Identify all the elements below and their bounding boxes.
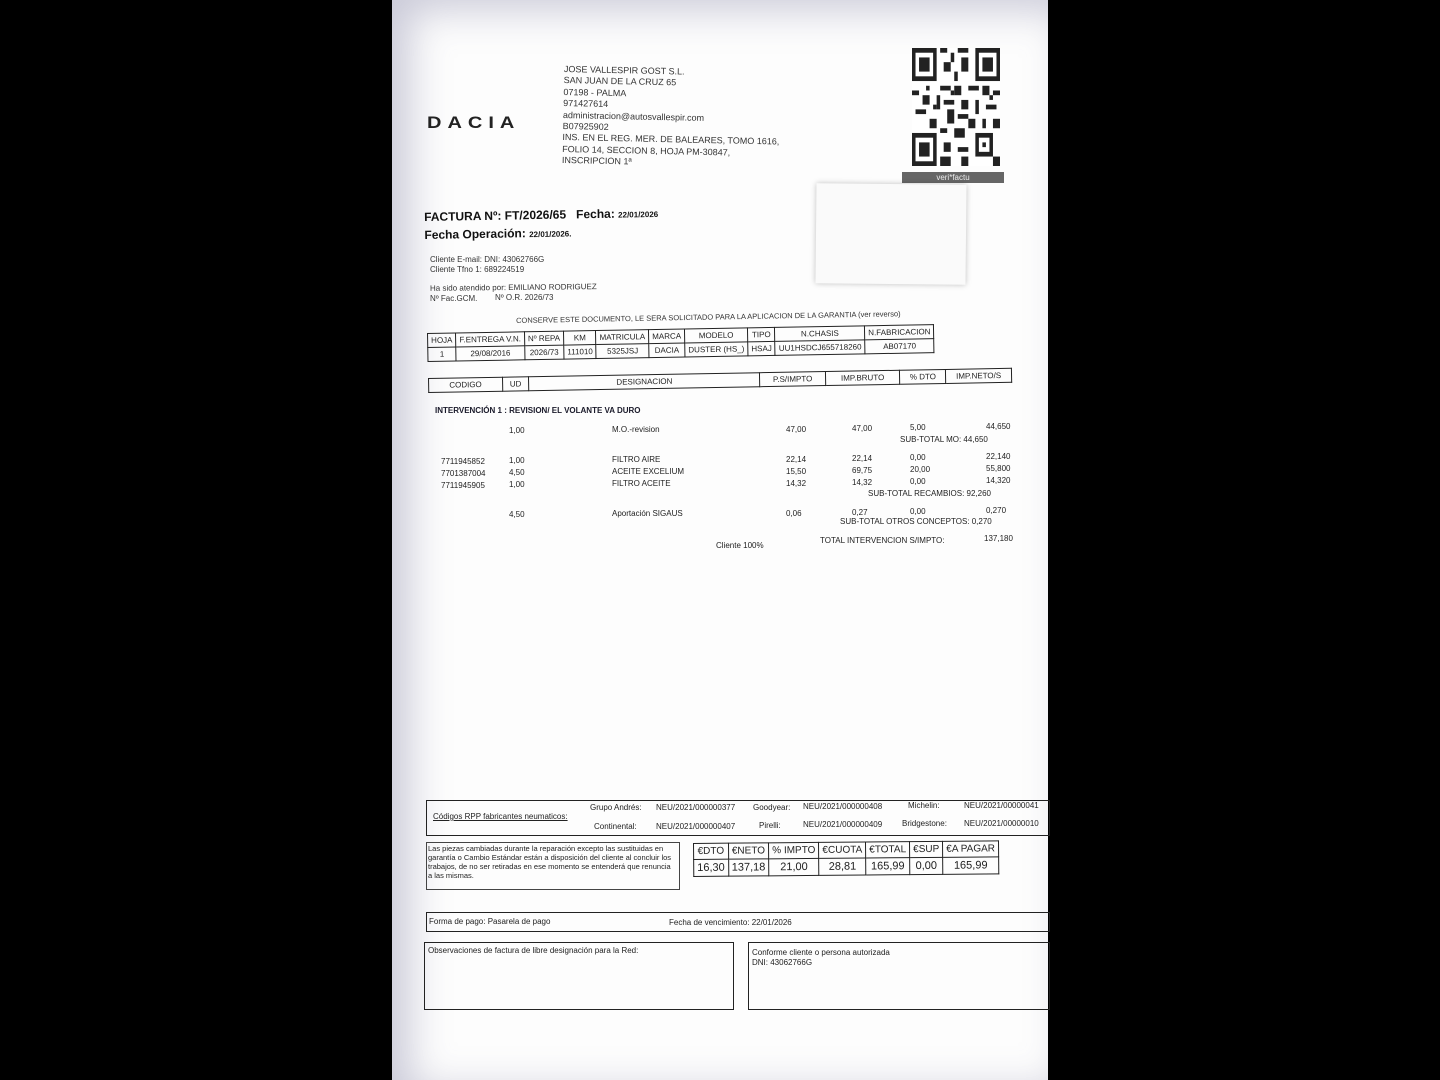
line-net: 22,140 bbox=[986, 452, 1011, 462]
lines-header-cell: P.S/IMPTO bbox=[760, 372, 825, 387]
rpp-code: NEU/2021/000000407 bbox=[656, 822, 736, 831]
lines-header-cell: CODIGO bbox=[429, 377, 503, 392]
address-line: FOLIO 14, SECCION 8, HOJA PM-30847, bbox=[562, 143, 731, 158]
cliente-percentage: Cliente 100% bbox=[716, 541, 764, 550]
line-description: ACEITE EXCELIUM bbox=[612, 467, 685, 477]
line-gross: 0,27 bbox=[852, 507, 868, 517]
address-line: 971427614 bbox=[563, 98, 609, 110]
vehicle-header-cell: TIPO bbox=[747, 327, 775, 341]
totals-value-cell: 21,00 bbox=[769, 858, 819, 875]
line-net: 55,800 bbox=[986, 464, 1011, 474]
totals-value-cell: 0,00 bbox=[910, 857, 943, 874]
line-gross: 22,14 bbox=[852, 453, 873, 463]
parts-notice: Las piezas cambiadas durante la reparación excepto las sustituidas en garantía o Cambio Estándar están a disposición del cliente al concluir los trabajos, de no ser retiradas en ese momento se entenderá que renuncia a las mismas. bbox=[428, 844, 672, 880]
line-description: FILTRO AIRE bbox=[612, 455, 661, 465]
vehicle-value-cell: 5325JSJ bbox=[596, 344, 649, 359]
line-description: Aportación SIGAUS bbox=[612, 509, 683, 519]
vehicle-header-cell: MARCA bbox=[649, 329, 685, 344]
line-units: 1,00 bbox=[509, 456, 525, 466]
payment-method: Forma de pago: Pasarela de pago bbox=[429, 917, 551, 926]
line-discount: 20,00 bbox=[910, 465, 931, 474]
vehicle-value-cell: 111010 bbox=[564, 345, 597, 360]
totals-header-cell: €TOTAL bbox=[866, 842, 910, 858]
line-discount: 0,00 bbox=[910, 507, 926, 516]
line-net: 44,650 bbox=[986, 422, 1011, 432]
vehicle-header-cell: HOJA bbox=[428, 333, 457, 347]
totals-table bbox=[693, 840, 999, 877]
rpp-code: NEU/2021/000000377 bbox=[656, 803, 736, 812]
totals-header-cell: €CUOTA bbox=[819, 842, 866, 858]
vehicle-value-cell: 2026/73 bbox=[525, 345, 564, 360]
verifactu-label: veri*factu bbox=[902, 172, 1004, 183]
line-description: M.O.-revision bbox=[612, 425, 660, 435]
vehicle-value-cell: DUSTER (HS_) bbox=[685, 342, 748, 357]
address-line: 07198 - PALMA bbox=[563, 86, 627, 99]
totals-header-cell: €A PAGAR bbox=[943, 841, 999, 857]
vehicle-header-cell: F.ENTREGA V.N. bbox=[456, 332, 525, 347]
payment-due-date: Fecha de vencimiento: 22/01/2026 bbox=[669, 918, 792, 927]
fac-gcm: Nº Fac.GCM. bbox=[430, 294, 478, 303]
lines-header-cell: % DTO bbox=[900, 369, 946, 384]
rpp-label: Códigos RPP fabricantes neumaticos: bbox=[433, 812, 568, 821]
rpp-item: Goodyear: bbox=[753, 803, 791, 812]
attended-by: Ha sido atendido por: EMILIANO RODRIGUEZ bbox=[429, 282, 597, 293]
dacia-logo: DACIA bbox=[427, 113, 521, 133]
client-phone: Cliente Tfno 1: 689224519 bbox=[430, 265, 525, 274]
line-price: 15,50 bbox=[786, 466, 807, 476]
address-line: JOSE VALLESPIR GOST S.L. bbox=[563, 64, 685, 77]
rpp-code: NEU/2021/00000010 bbox=[964, 819, 1039, 828]
line-discount: 0,00 bbox=[910, 477, 926, 486]
line-code: 7711945905 bbox=[441, 481, 485, 490]
line-units: 4,50 bbox=[509, 510, 525, 520]
company-address bbox=[562, 64, 781, 171]
line-gross: 69,75 bbox=[852, 465, 873, 475]
totals-value-cell: 165,99 bbox=[943, 857, 999, 874]
lines-header-cell: IMP.NETO/S bbox=[946, 368, 1012, 383]
invoice-date-label: Fecha: bbox=[575, 206, 615, 222]
totals-value-cell: 165,99 bbox=[866, 858, 910, 875]
rpp-code: NEU/2021/000000409 bbox=[803, 820, 883, 829]
totals-value-cell: 137,18 bbox=[728, 859, 769, 876]
address-line: INSCRIPCION 1ª bbox=[561, 155, 632, 167]
line-units: 4,50 bbox=[509, 468, 525, 478]
line-price: 22,14 bbox=[786, 454, 807, 464]
subtotal-mo: SUB-TOTAL MO: 44,650 bbox=[900, 435, 988, 444]
rpp-item: Bridgestone: bbox=[902, 819, 947, 828]
vehicle-header-cell: MODELO bbox=[684, 328, 747, 343]
vehicle-value-cell: 29/08/2016 bbox=[456, 346, 525, 361]
warranty-notice: CONSERVE ESTE DOCUMENTO, LE SERA SOLICITADO PARA LA APLICACION DE LA GARANTIA (ver reverso) bbox=[516, 309, 901, 325]
intervention-title: INTERVENCIÓN 1 : REVISION/ EL VOLANTE VA DURO bbox=[435, 406, 641, 415]
totals-header-cell: €DTO bbox=[694, 843, 729, 859]
operation-date: 22/01/2026. bbox=[529, 229, 572, 240]
invoice-number: FACTURA Nº: FT/2026/65 bbox=[424, 207, 567, 224]
line-price: 47,00 bbox=[786, 424, 807, 434]
vehicle-header-cell: N.FABRICACION bbox=[865, 325, 934, 340]
line-net: 14,320 bbox=[986, 476, 1011, 486]
totals-value-cell: 28,81 bbox=[819, 858, 866, 875]
lines-header-cell: UD bbox=[502, 377, 529, 391]
line-price: 0,06 bbox=[786, 508, 802, 518]
line-gross: 14,32 bbox=[852, 477, 873, 487]
operation-date-label: Fecha Operación: bbox=[424, 226, 526, 242]
redacted-area bbox=[815, 183, 966, 285]
vehicle-value-cell: DACIA bbox=[649, 343, 685, 358]
client-email: Cliente E-mail: DNI: 43062766G bbox=[430, 255, 545, 264]
totals-value-cell: 16,30 bbox=[694, 859, 729, 876]
vehicle-header-cell: N.CHASIS bbox=[775, 326, 865, 342]
conforme-label: Conforme cliente o persona autorizada bbox=[752, 948, 890, 957]
vehicle-value-cell: HSAJ bbox=[748, 341, 776, 355]
vehicle-header-cell: MATRICULA bbox=[596, 330, 649, 345]
totals-header-cell: % IMPTO bbox=[769, 842, 819, 858]
address-line: SAN JUAN DE LA CRUZ 65 bbox=[563, 75, 677, 88]
line-discount: 0,00 bbox=[910, 453, 926, 462]
totals-header-cell: €NETO bbox=[728, 843, 769, 859]
rpp-item: Grupo Andrés: bbox=[590, 803, 642, 812]
rpp-item: Continental: bbox=[594, 822, 637, 831]
vehicle-value-cell: 1 bbox=[428, 347, 457, 361]
vehicle-header-cell: KM bbox=[563, 331, 596, 346]
subtotal-otros: SUB-TOTAL OTROS CONCEPTOS: 0,270 bbox=[840, 517, 992, 526]
invoice-date: 22/01/2026 bbox=[618, 209, 659, 220]
rpp-item: Michelin: bbox=[908, 801, 940, 810]
total-intervention-value: 137,180 bbox=[984, 534, 1013, 543]
rpp-code: NEU/2021/00000041 bbox=[964, 801, 1039, 810]
vehicle-header-cell: Nº REPA bbox=[524, 331, 563, 346]
line-code: 7711945852 bbox=[441, 457, 485, 466]
line-gross: 47,00 bbox=[852, 423, 873, 433]
line-code: 7701387004 bbox=[441, 469, 486, 478]
line-description: FILTRO ACEITE bbox=[612, 479, 671, 489]
rpp-code: NEU/2021/000000408 bbox=[803, 802, 883, 811]
line-price: 14,32 bbox=[786, 478, 807, 488]
address-line: B07925902 bbox=[562, 121, 609, 132]
rpp-item: Pirelli: bbox=[759, 821, 781, 830]
qr-code-icon bbox=[912, 48, 1000, 166]
vehicle-value-cell: UU1HSDCJ655718260 bbox=[775, 340, 865, 356]
line-units: 1,00 bbox=[509, 480, 525, 490]
address-line: administracion@autosvallespir.com bbox=[562, 109, 705, 123]
lines-header-cell: IMP.BRUTO bbox=[825, 370, 900, 385]
invoice-header bbox=[424, 206, 659, 242]
line-discount: 5,00 bbox=[910, 423, 926, 432]
address-line: INS. EN EL REG. MER. DE BALEARES, TOMO 1616, bbox=[562, 132, 780, 147]
or-number: Nº O.R. 2026/73 bbox=[495, 293, 554, 302]
line-net: 0,270 bbox=[986, 506, 1007, 516]
vehicle-value-cell: AB07170 bbox=[865, 339, 934, 354]
line-units: 1,00 bbox=[509, 426, 525, 436]
conforme-dni: DNI: 43062766G bbox=[752, 958, 813, 967]
total-intervention-label: TOTAL INTERVENCION S/IMPTO: bbox=[820, 536, 945, 545]
observations-label: Observaciones de factura de libre designación para la Red: bbox=[428, 946, 639, 955]
lines-header-cell: DESIGNACION bbox=[529, 373, 761, 391]
subtotal-recambios: SUB-TOTAL RECAMBIOS: 92,260 bbox=[868, 489, 992, 498]
totals-header-cell: €SUP bbox=[910, 841, 943, 857]
